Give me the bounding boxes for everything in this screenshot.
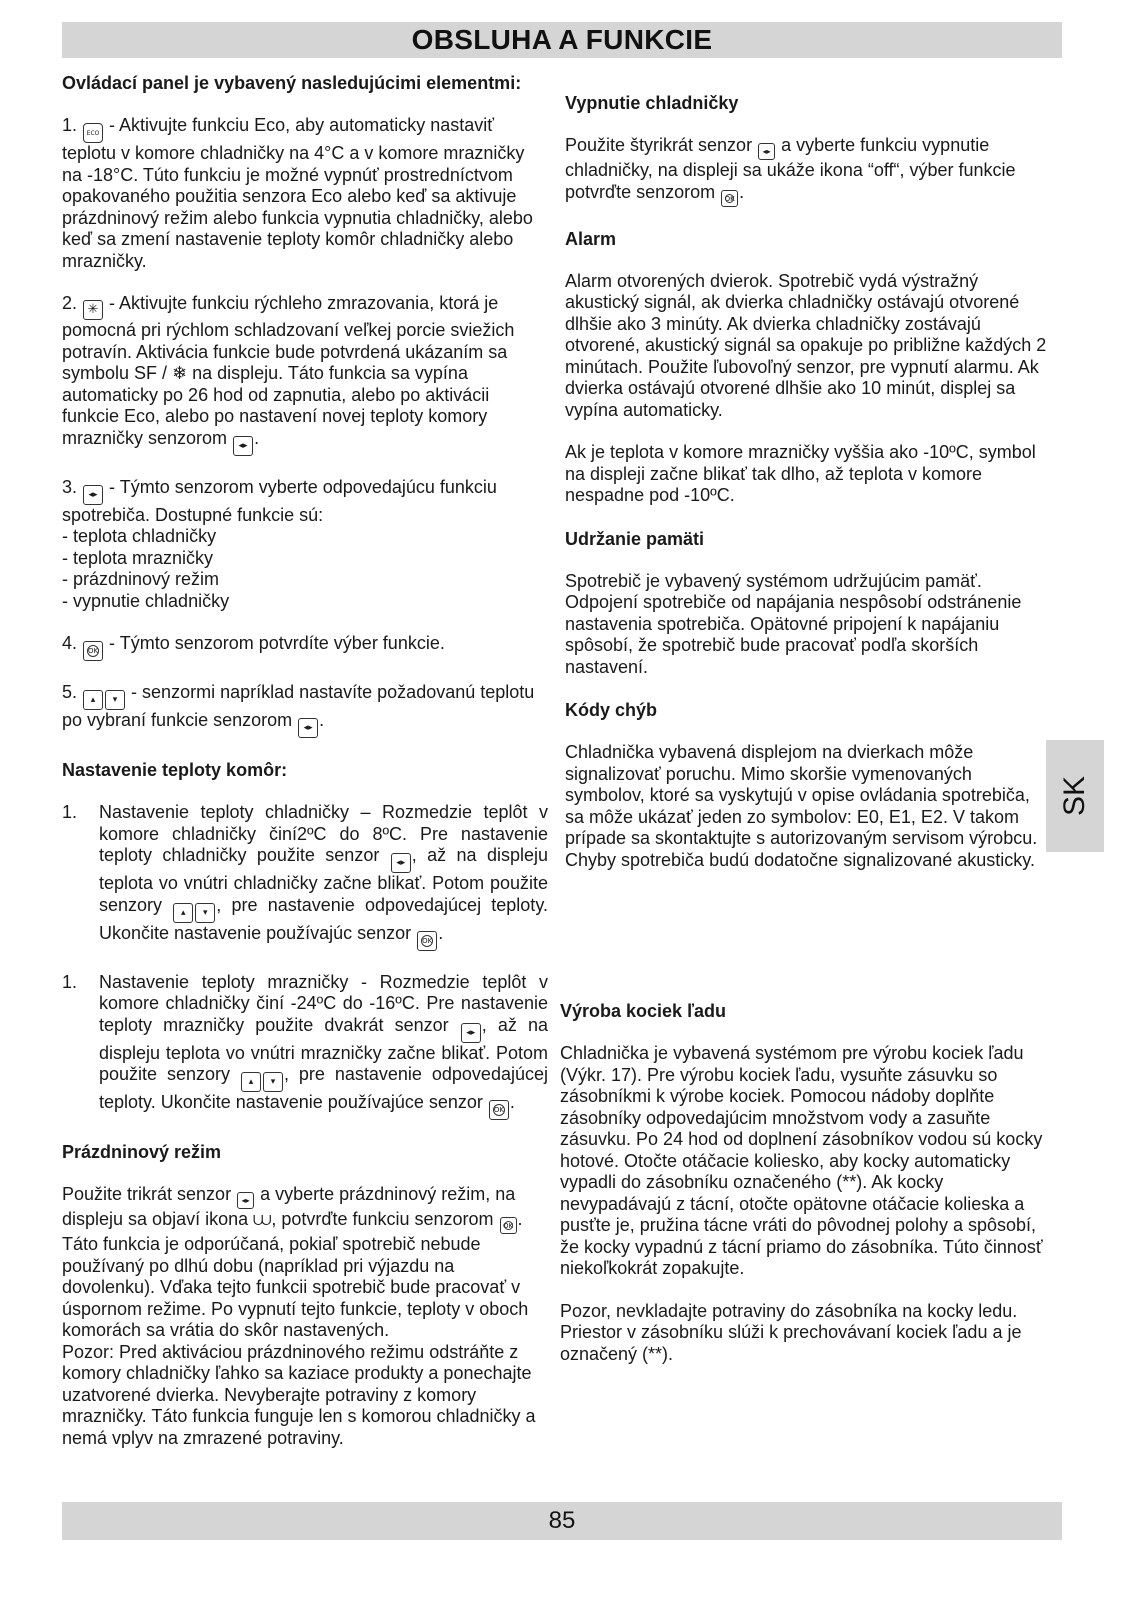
select-arrows-icon: ◂▸: [391, 853, 411, 873]
off-heading: Vypnutie chladničky: [565, 93, 739, 113]
item-3-option: - teplota chladničky: [62, 526, 217, 546]
select-arrows-icon: ◂▸: [237, 1192, 254, 1209]
item-2: 2. ✳ - Aktivujte funkciu rýchleho zmrazovania, ktorá je pomocná pri rýchlom schladzovaní veľkej porcie sviežich potravín. Aktivácia funkcie bude potvrdená ukázaním sa symbolu SF / ❄ na displeju. Táto funkcia sa vypína automaticky po 26 hod od zapnutia, alebo po aktivácii funkcie Eco, alebo po nastavení novej teploty komory mrazničky senzorom ◂▸ .: [62, 293, 548, 456]
item-3-option: - prázdninový režim: [62, 569, 220, 589]
holiday-paragraph: Použite trikrát senzor ◂▸ a vyberte prázdninový režim, na displeju sa objaví ikona ⩊, potvrďte funkciu senzorom OK . Táto funkcia je odporúčaná, pokiaľ spotrebič nebude používaný po dlhú dobu (napríklad pri výjazdu na dovolenku). Vďaka tejto funkcii spotrebič bude pracovať v úspornom režime. Po vypnutí tejto funkcie, teploty v oboch komorách sa vrátia do skôr nastavených.: [62, 1184, 529, 1340]
language-label: SK: [1058, 775, 1091, 817]
ice-paragraph-1: Chladnička je vybavená systémom pre výrobu kociek ľadu (Výkr. 17). Pre výrobu kociek ľadu, vysuňte zásuvku so zásobníkmi k výrobe kociek. Pomocou nádoby doplňte zásobníky odpovedajúcim množstvom vody a zasuňte zásuvku. Po 24 hod od doplnení zásobníkov vodou sú kocky hotové. Otočte otáčacie koliesko, aby kocky automaticky vypadli do zásobníku označeného (**). Ak kocky nevypadávajú z tácní, otočte opätovne otáčacie kolieska a pusťte je, pružina tácne vráti do pôvodnej polohy a spôsobí, že kocky vypadnú z tácní priamo do zásobníka. Túto činnosť niekoľkokrát zopakujte.: [560, 1043, 1043, 1278]
item-5: 5. ▴ ▾ - senzormi napríklad nastavíte požadovanú teplotu po vybraní funkcie senzorom ◂▸ .: [62, 682, 548, 738]
ok-icon: OK: [721, 190, 738, 207]
eco-icon: ECO: [83, 123, 103, 143]
title-bar: [62, 22, 1062, 58]
item-1: 1. ECO - Aktivujte funkciu Eco, aby automaticky nastaviť teplotu v komore chladničky na 4°C a v komore mrazničky na -18°C. Túto funkciu je možné vypnúť prostredníctvom opakovaného použitia senzora Eco alebo keď sa aktivuje prázdninový režim alebo funkcia vypnutia chladničky, alebo keď sa zmení nastavenie teploty komôr chladničky alebo mrazničky.: [62, 115, 533, 271]
select-arrows-icon: ◂▸: [461, 1023, 481, 1043]
down-arrow-icon: ▾: [263, 1072, 283, 1092]
memory-paragraph: Spotrebič je vybavený systémom udržujúcim pamäť. Odpojení spotrebiče od napájania nespôsobí odstránenie nastavenia spotrebiča. Opätovné pripojení k napájaniu spôsobí, že spotrebič bude pracovať podľa skorších nastavení.: [565, 570, 1022, 677]
memory-heading: Udržanie pamäti: [565, 528, 705, 549]
up-arrow-icon: ▴: [173, 903, 193, 923]
item-3-option: - teplota mrazničky: [62, 547, 214, 568]
ok-icon: OK: [489, 1100, 509, 1120]
item-3-option: - vypnutie chladničky: [62, 590, 230, 611]
footer-bar: [62, 1502, 1062, 1540]
right-column-lower: [560, 1000, 1052, 1365]
off-paragraph: Použite štyrikrát senzor ◂▸ a vyberte funkciu vypnutie chladničky, na displeji sa ukáže ikona “off“, výber funkcie potvrďte senzorom OK .: [565, 135, 1053, 207]
down-arrow-icon: ▾: [195, 903, 215, 923]
select-arrows-icon: ◂▸: [298, 718, 318, 738]
holiday-warning: Pozor: Pred aktiváciou prázdninového režimu odstráňte z komory chladničky ľahko sa kaziace produkty a ponechajte uzatvorené dvierka. Nevyberajte potraviny z komory mrazničky. Táto funkcia funguje len s komorou chladničky a nemá vplyv na zmrazené potraviny.: [62, 1341, 536, 1448]
up-arrow-icon: ▴: [241, 1072, 261, 1092]
errors-heading: Kódy chýb: [565, 700, 658, 720]
snowflake-icon: ✳: [83, 300, 103, 320]
language-tab: [1046, 740, 1104, 852]
holiday-heading: Prázdninový režim: [62, 1142, 222, 1162]
holiday-icon: ⩊: [253, 1209, 272, 1229]
up-arrow-icon: ▴: [83, 690, 103, 710]
errors-paragraph: Chladnička vybavená displejom na dvierkach môže signalizovať poruchu. Mimo skoršie vymenovaných symbolov, ktoré sa vyskytujú v opise ovládania spotrebiča, sa môže ukázať jeden zo symbolov: E0, E1, E2. V takom prípade sa skontaktujte s autorizovaným servisom výrobcu. Chyby spotrebiča budú dodatočne signalizované akusticky.: [565, 742, 1038, 870]
select-arrows-icon: ◂▸: [758, 143, 775, 160]
alarm-paragraph-1: Alarm otvorených dvierok. Spotrebič vydá výstražný akustický signál, ak dvierka chladničky ostávajú otvorené dlhšie ako 3 minúty. Ak dvierka chladničky zostávajú otvorené, akustický signál sa opakuje po približne každých 2 minútach. Použite ľubovoľný senzor, pre vypnutí alarmu. Ak dvierka ostávajú otvorené dlhšie ako 10 minút, displej sa vypína automaticky.: [565, 270, 1047, 420]
select-arrows-icon: ◂▸: [233, 436, 253, 456]
temp-item-fridge: 1. Nastavenie teploty chladničky – Rozmedzie teplôt v komore chladničky činí2ºC do 8ºC. Pre nastavenie teploty chladničky použite senzor ◂▸ , až na displeju teplota vo vnútri chladničky začne blikať. Potom použite senzory ▴ ▾ , pre nastavenie odpovedajúcej teploty. Ukončite nastavenie používajúc senzor OK .: [62, 802, 548, 951]
select-arrows-icon: ◂▸: [83, 485, 103, 505]
ice-paragraph-2: Pozor, nevkladajte potraviny do zásobníka na kocky ledu. Priestor v zásobníku slúži k prechovávaní kociek ľadu a je označený (**).: [560, 1300, 1022, 1364]
alarm-paragraph-2: Ak je teplota v komore mrazničky vyššia ako -10ºC, symbol na displeji začne blikať tak dlho, až teplota v komore nespadne pod -10ºC.: [565, 442, 1036, 505]
item-3: 3. ◂▸ - Týmto senzorom vyberte odpovedajúcu funkciu spotrebiča. Dostupné funkcie sú:: [62, 476, 497, 525]
left-column: [62, 72, 548, 1449]
ok-icon: OK: [83, 641, 103, 661]
ice-heading: Výroba kociek ľadu: [560, 1001, 726, 1021]
page-title: OBSLUHA A FUNKCIE: [411, 24, 713, 55]
page-number: 85: [548, 1507, 576, 1534]
intro-heading: Ovládací panel je vybavený nasledujúcimi elementmi:: [62, 73, 522, 93]
right-column: [565, 92, 1053, 871]
ok-icon: OK: [500, 1217, 517, 1234]
temp-heading: Nastavenie teploty komôr:: [62, 760, 288, 780]
ok-icon: OK: [417, 931, 437, 951]
temp-item-freezer: 1. Nastavenie teploty mrazničky - Rozmedzie teplôt v komore chladničky činí -24ºC do -16ºC. Pre nastavenie teploty mrazničky použite dvakrát senzor ◂▸ , až na displeju teplota vo vnútri mrazničky začne blikať. Potom použite senzory ▴ ▾ , pre nastavenie odpovedajúcej teploty. Ukončite nastavenie používajúce senzor OK .: [62, 972, 548, 1121]
down-arrow-icon: ▾: [105, 690, 125, 710]
item-4: 4. OK - Týmto senzorom potvrdíte výber funkcie.: [62, 633, 548, 661]
alarm-heading: Alarm: [565, 228, 617, 249]
